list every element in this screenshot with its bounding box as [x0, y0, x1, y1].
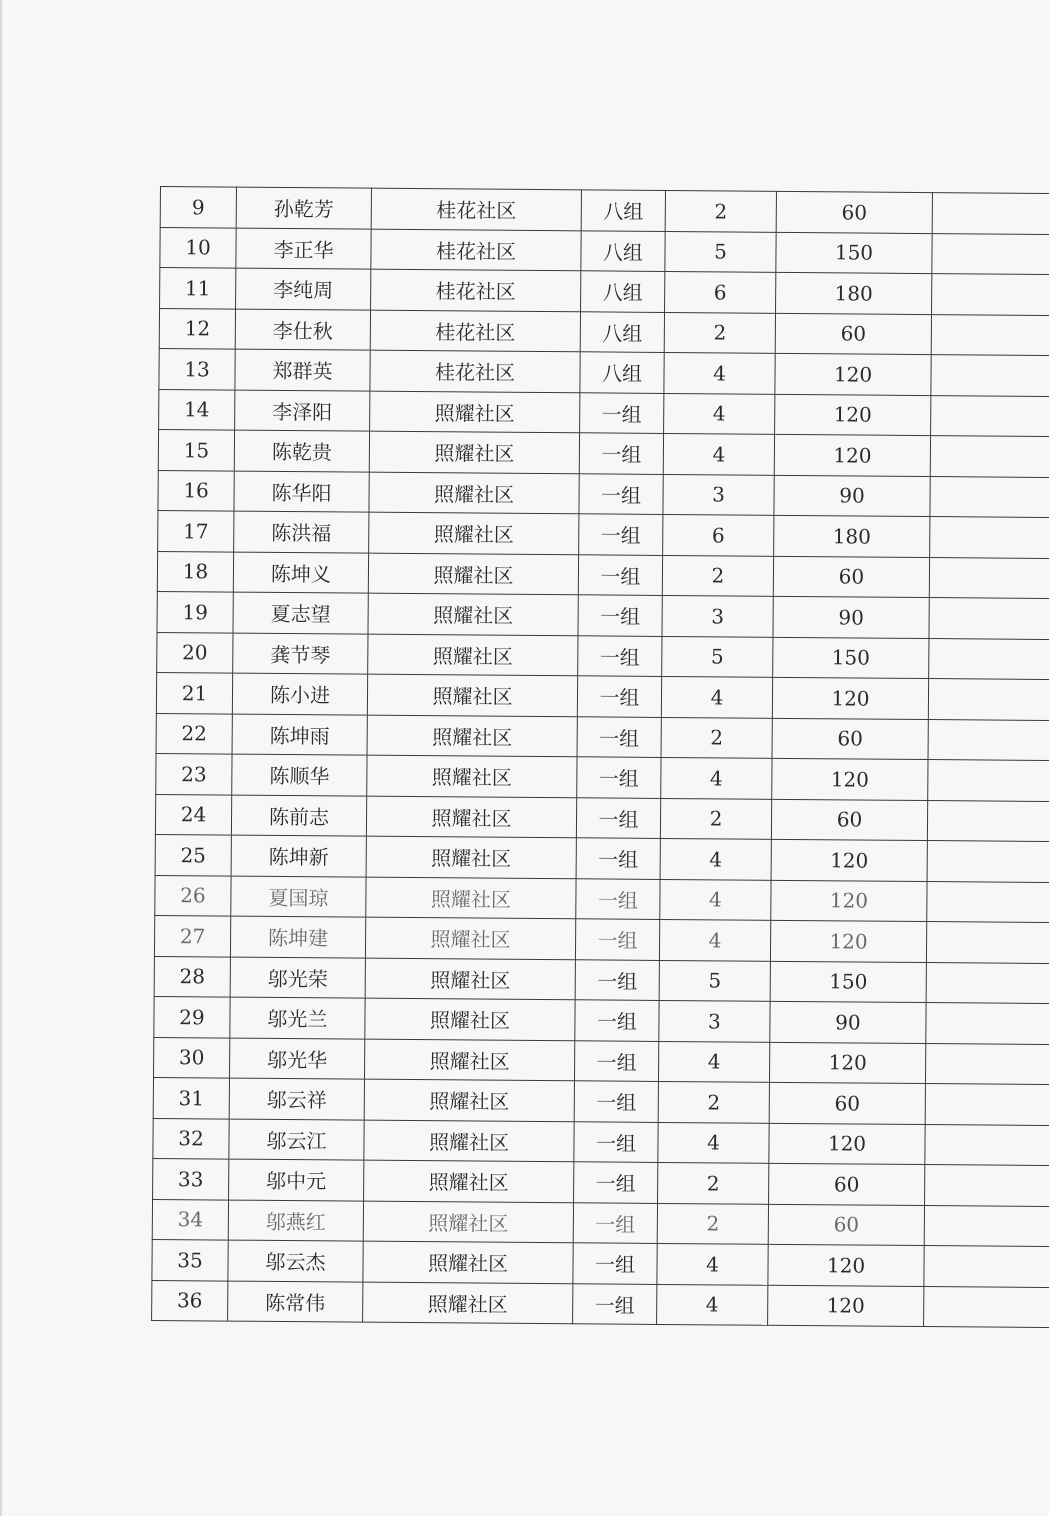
row-number-cell: 23: [156, 753, 232, 794]
group-cell: 一组: [578, 554, 662, 595]
remarks-cell: [927, 800, 1049, 842]
group-cell: 一组: [578, 595, 662, 636]
people-count-cell: 3: [659, 1000, 770, 1041]
row-number-cell: 21: [156, 672, 232, 713]
name-cell: 李纯周: [236, 268, 371, 310]
amount-cell: 60: [768, 1204, 924, 1246]
people-count-cell: 4: [659, 919, 770, 960]
people-count-cell: 6: [663, 514, 774, 555]
amount-cell: 120: [769, 1123, 925, 1165]
name-cell: 龚节琴: [233, 633, 368, 675]
data-table: [151, 186, 1049, 1329]
name-cell: 陈顺华: [232, 754, 367, 796]
amount-cell: 120: [771, 880, 927, 922]
people-count-cell: 2: [662, 555, 773, 596]
group-cell: 一组: [578, 635, 662, 676]
row-number-cell: 27: [154, 915, 230, 956]
group-cell: 一组: [573, 1202, 657, 1243]
amount-cell: 120: [775, 353, 931, 395]
name-cell: 夏国琼: [231, 876, 366, 918]
remarks-cell: [930, 476, 1049, 518]
row-number-cell: 18: [157, 551, 233, 592]
people-count-cell: 5: [662, 636, 773, 677]
remarks-cell: [925, 1084, 1049, 1126]
group-cell: 一组: [576, 797, 660, 838]
amount-cell: 120: [772, 677, 928, 719]
people-count-cell: 4: [658, 1041, 769, 1082]
name-cell: 陈常伟: [228, 1281, 363, 1323]
amount-cell: 120: [771, 839, 927, 881]
community-cell: 桂花社区: [370, 310, 580, 352]
community-cell: 照耀社区: [368, 634, 578, 676]
amount-cell: 150: [770, 961, 926, 1003]
amount-cell: 60: [776, 191, 932, 233]
row-number-cell: 13: [159, 348, 235, 389]
remarks-cell: [931, 355, 1049, 397]
name-cell: 陈小进: [232, 673, 367, 715]
remarks-cell: [928, 760, 1049, 802]
row-number-cell: 17: [158, 510, 234, 551]
name-cell: 陈华阳: [234, 471, 369, 513]
people-count-cell: 2: [664, 312, 775, 353]
community-cell: 照耀社区: [368, 553, 578, 595]
row-number-cell: 24: [155, 794, 231, 835]
community-cell: 照耀社区: [370, 391, 580, 433]
name-cell: 陈洪福: [234, 511, 369, 553]
community-cell: 照耀社区: [367, 715, 577, 757]
people-count-cell: 4: [660, 838, 771, 879]
name-cell: 邬光荣: [230, 957, 365, 999]
row-number-cell: 26: [155, 875, 231, 916]
name-cell: 邬中元: [229, 1159, 364, 1201]
community-cell: 桂花社区: [370, 350, 580, 392]
group-cell: 一组: [575, 919, 659, 960]
remarks-cell: [924, 1205, 1049, 1247]
name-cell: 陈坤新: [231, 835, 366, 877]
group-cell: 一组: [579, 514, 663, 555]
name-cell: 邬燕红: [228, 1200, 363, 1242]
amount-cell: 120: [775, 394, 931, 436]
remarks-cell: [928, 679, 1049, 721]
remarks-cell: [930, 517, 1049, 559]
people-count-cell: 2: [658, 1081, 769, 1122]
row-number-cell: 19: [157, 591, 233, 632]
row-number-cell: 22: [156, 713, 232, 754]
row-number-cell: 10: [160, 227, 236, 268]
amount-cell: 120: [774, 434, 930, 476]
people-count-cell: 4: [658, 1122, 769, 1163]
community-cell: 照耀社区: [367, 755, 577, 797]
community-cell: 照耀社区: [368, 593, 578, 635]
row-number-cell: 34: [152, 1199, 228, 1240]
group-cell: 一组: [576, 878, 660, 919]
people-count-cell: 2: [660, 798, 771, 839]
group-cell: 一组: [573, 1283, 657, 1324]
people-count-cell: 2: [658, 1162, 769, 1203]
remarks-cell: [932, 233, 1049, 275]
table-body: [152, 187, 1049, 1329]
community-cell: 照耀社区: [365, 998, 575, 1040]
amount-cell: 150: [776, 232, 932, 274]
remarks-cell: [925, 1043, 1049, 1085]
remarks-cell: [930, 436, 1049, 478]
amount-cell: 60: [775, 313, 931, 355]
name-cell: 邬云杰: [228, 1240, 363, 1282]
amount-cell: 60: [772, 718, 928, 760]
group-cell: 一组: [575, 1000, 659, 1041]
row-number-cell: 15: [158, 429, 234, 470]
community-cell: 照耀社区: [366, 796, 576, 838]
group-cell: 一组: [574, 1121, 658, 1162]
group-cell: 一组: [577, 716, 661, 757]
remarks-cell: [926, 1003, 1049, 1045]
people-count-cell: 6: [665, 271, 776, 312]
remarks-cell: [927, 881, 1049, 923]
amount-cell: 150: [773, 637, 929, 679]
amount-cell: 90: [770, 1001, 926, 1043]
group-cell: 一组: [574, 1040, 658, 1081]
group-cell: 一组: [579, 433, 663, 474]
group-cell: 一组: [573, 1243, 657, 1284]
remarks-cell: [926, 962, 1049, 1004]
people-count-cell: 2: [657, 1203, 768, 1244]
people-count-cell: 4: [664, 393, 775, 434]
community-cell: 照耀社区: [363, 1201, 573, 1243]
page-edge: [0, 0, 2, 1516]
amount-cell: 120: [770, 920, 926, 962]
row-number-cell: 36: [152, 1280, 228, 1321]
name-cell: 夏志望: [233, 592, 368, 634]
row-number-cell: 29: [154, 996, 230, 1037]
row-number-cell: 11: [160, 268, 236, 309]
community-cell: 照耀社区: [363, 1241, 573, 1283]
community-cell: 桂花社区: [371, 229, 581, 271]
amount-cell: 180: [776, 272, 932, 314]
row-number-cell: 12: [159, 308, 235, 349]
remarks-cell: [929, 557, 1049, 599]
name-cell: 邬光华: [229, 1038, 364, 1080]
community-cell: 照耀社区: [364, 1039, 574, 1081]
community-cell: 照耀社区: [364, 1160, 574, 1202]
amount-cell: 60: [769, 1163, 925, 1205]
remarks-cell: [924, 1286, 1049, 1328]
amount-cell: 120: [768, 1244, 924, 1286]
remarks-cell: [927, 841, 1049, 883]
name-cell: 李正华: [236, 228, 371, 270]
amount-cell: 120: [772, 758, 928, 800]
people-count-cell: 4: [664, 352, 775, 393]
community-cell: 照耀社区: [364, 1120, 574, 1162]
people-count-cell: 4: [661, 757, 772, 798]
row-number-cell: 20: [157, 632, 233, 673]
row-number-cell: 30: [153, 1037, 229, 1078]
amount-cell: 60: [771, 799, 927, 841]
name-cell: 邬云祥: [229, 1078, 364, 1120]
name-cell: 陈乾贵: [234, 430, 369, 472]
group-cell: 八组: [581, 230, 665, 271]
row-number-cell: 9: [160, 187, 236, 228]
remarks-cell: [926, 922, 1049, 964]
row-number-cell: 16: [158, 470, 234, 511]
people-count-cell: 5: [665, 231, 776, 272]
remarks-cell: [932, 274, 1049, 316]
group-cell: 一组: [580, 392, 664, 433]
name-cell: 李泽阳: [235, 390, 370, 432]
remarks-cell: [929, 638, 1049, 680]
remarks-cell: [924, 1246, 1049, 1288]
remarks-cell: [932, 193, 1049, 235]
community-cell: 照耀社区: [364, 1079, 574, 1121]
amount-cell: 90: [773, 596, 929, 638]
remarks-cell: [928, 719, 1049, 761]
people-count-cell: 2: [661, 717, 772, 758]
people-count-cell: 4: [663, 433, 774, 474]
group-cell: 一组: [577, 676, 661, 717]
people-count-cell: 4: [657, 1284, 768, 1325]
table-row: [152, 1280, 1049, 1328]
row-number-cell: 31: [153, 1077, 229, 1118]
group-cell: 一组: [575, 959, 659, 1000]
people-count-cell: 5: [659, 960, 770, 1001]
remarks-cell: [931, 314, 1049, 356]
people-count-cell: 4: [661, 676, 772, 717]
row-number-cell: 35: [152, 1239, 228, 1280]
row-number-cell: 32: [153, 1118, 229, 1159]
group-cell: 八组: [580, 352, 664, 393]
group-cell: 八组: [581, 271, 665, 312]
name-cell: 陈前志: [231, 795, 366, 837]
community-cell: 照耀社区: [369, 472, 579, 514]
group-cell: 八组: [580, 311, 664, 352]
group-cell: 八组: [581, 190, 665, 231]
amount-cell: 120: [768, 1285, 924, 1327]
name-cell: 孙乾芳: [236, 187, 371, 229]
community-cell: 桂花社区: [371, 269, 581, 311]
group-cell: 一组: [574, 1081, 658, 1122]
group-cell: 一组: [576, 838, 660, 879]
community-cell: 照耀社区: [365, 958, 575, 1000]
name-cell: 邬云江: [229, 1119, 364, 1161]
remarks-cell: [925, 1124, 1049, 1166]
row-number-cell: 14: [159, 389, 235, 430]
group-cell: 一组: [579, 473, 663, 514]
remarks-cell: [925, 1165, 1049, 1207]
remarks-cell: [931, 395, 1049, 437]
group-cell: 一组: [577, 757, 661, 798]
people-count-cell: 4: [660, 879, 771, 920]
name-cell: 陈坤雨: [232, 714, 367, 756]
name-cell: 陈坤义: [233, 552, 368, 594]
community-cell: 照耀社区: [367, 674, 577, 716]
people-count-cell: 3: [662, 595, 773, 636]
community-cell: 照耀社区: [369, 431, 579, 473]
community-cell: 照耀社区: [369, 512, 579, 554]
community-cell: 照耀社区: [363, 1282, 573, 1324]
name-cell: 邬光兰: [230, 997, 365, 1039]
amount-cell: 90: [774, 475, 930, 517]
people-count-cell: 2: [665, 190, 776, 231]
row-number-cell: 33: [153, 1158, 229, 1199]
name-cell: 陈坤建: [230, 916, 365, 958]
community-cell: 桂花社区: [371, 188, 581, 230]
community-cell: 照耀社区: [366, 836, 576, 878]
amount-cell: 180: [774, 515, 930, 557]
table-container: [151, 186, 1049, 1328]
people-count-cell: 3: [663, 474, 774, 515]
amount-cell: 60: [769, 1082, 925, 1124]
row-number-cell: 28: [154, 956, 230, 997]
amount-cell: 60: [773, 556, 929, 598]
remarks-cell: [929, 598, 1049, 640]
row-number-cell: 25: [155, 834, 231, 875]
amount-cell: 120: [769, 1042, 925, 1084]
community-cell: 照耀社区: [366, 877, 576, 919]
name-cell: 李仕秋: [235, 309, 370, 351]
community-cell: 照耀社区: [365, 917, 575, 959]
name-cell: 郑群英: [235, 349, 370, 391]
people-count-cell: 4: [657, 1243, 768, 1284]
group-cell: 一组: [574, 1162, 658, 1203]
